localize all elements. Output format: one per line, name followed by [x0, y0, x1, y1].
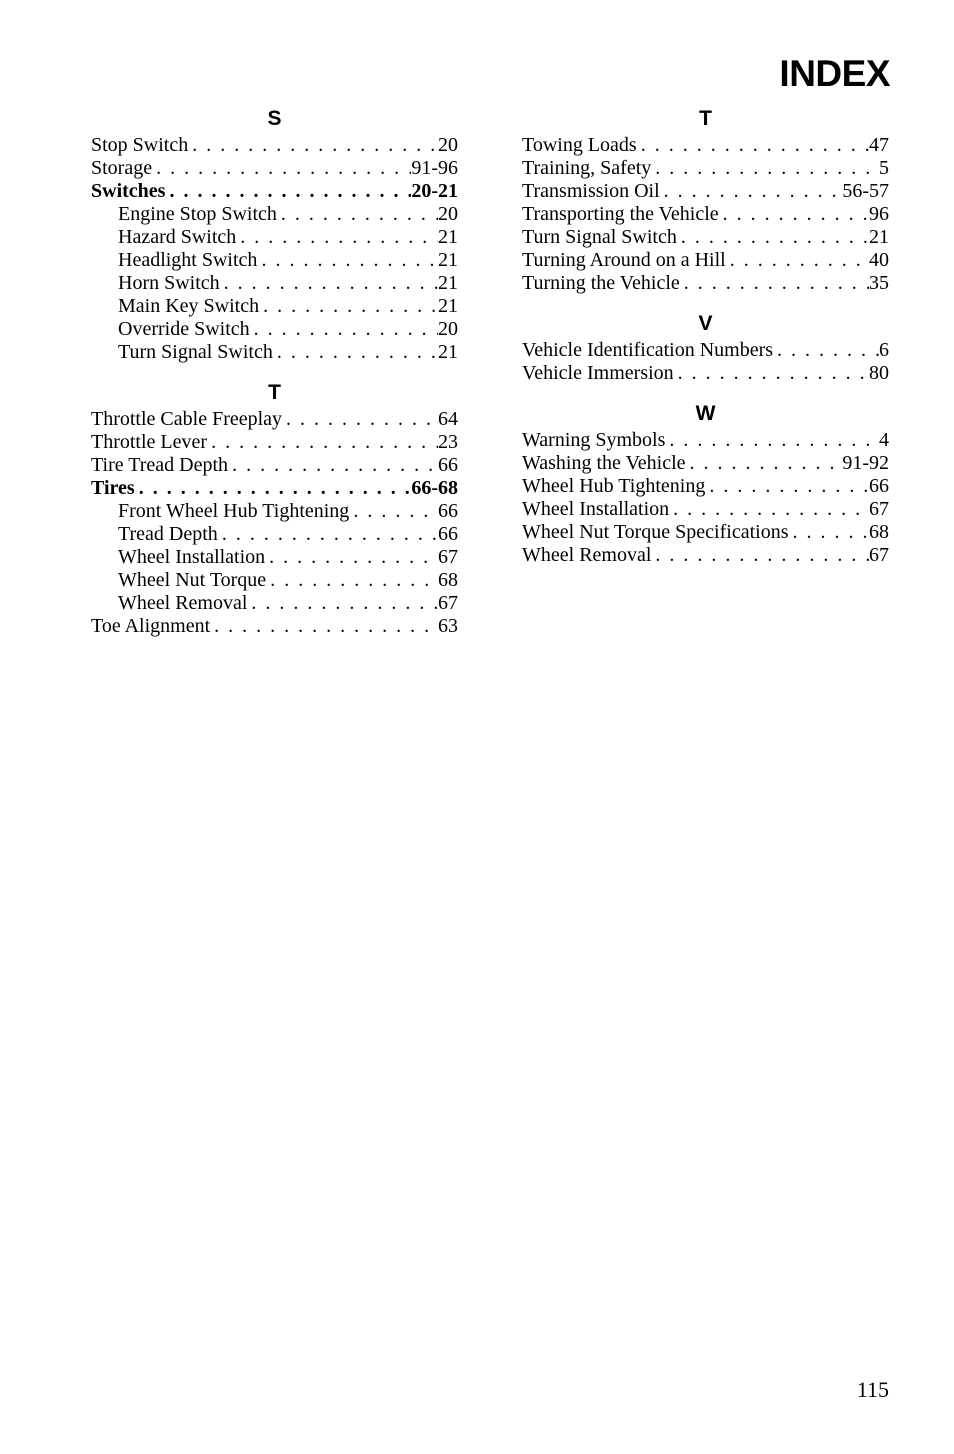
entry-label: Front Wheel Hub Tightening [118, 500, 350, 522]
entry-label: Main Key Switch [118, 295, 260, 317]
entry-page: 35 [869, 272, 889, 294]
entry-page: 66 [438, 500, 458, 522]
index-entry [91, 431, 458, 454]
index-entry [91, 180, 458, 203]
entry-label: Tread Depth [118, 523, 218, 545]
dot-leader [651, 544, 869, 567]
dot-leader [651, 157, 879, 180]
dot-leader [273, 341, 438, 364]
entry-page: 20-21 [411, 180, 458, 202]
index-entry [522, 249, 889, 272]
dot-leader [349, 500, 438, 523]
index-subentry [91, 500, 458, 523]
entry-page: 6 [879, 339, 889, 361]
dot-leader [660, 180, 843, 203]
dot-leader [265, 546, 438, 569]
index-entry [91, 157, 458, 180]
entry-label: Turn Signal Switch [118, 341, 273, 363]
index-subentry [91, 226, 458, 249]
dot-leader [680, 272, 869, 295]
index-subentry [91, 318, 458, 341]
entry-label: Wheel Installation [522, 498, 670, 520]
index-section [522, 134, 889, 295]
dot-leader [266, 569, 438, 592]
index-entry [91, 477, 458, 500]
entry-page: 66 [438, 454, 458, 476]
dot-leader [637, 134, 869, 157]
index-entry [522, 521, 889, 544]
dot-leader [135, 477, 412, 500]
index-entry [522, 134, 889, 157]
index-subentry [91, 592, 458, 615]
entry-page: 20 [438, 134, 458, 156]
index-section [522, 339, 889, 385]
entry-label: Wheel Nut Torque Specifications [522, 521, 789, 543]
index-entry [522, 498, 889, 521]
entry-label: Wheel Hub Tightening [522, 475, 706, 497]
entry-page: 67 [869, 498, 889, 520]
entry-page: 21 [438, 272, 458, 294]
dot-leader [705, 475, 869, 498]
entry-page: 21 [438, 249, 458, 271]
entry-page: 63 [438, 615, 458, 637]
entry-label: Warning Symbols [522, 429, 666, 451]
dot-leader [207, 431, 438, 454]
index-subentry [91, 272, 458, 295]
dot-leader [773, 339, 879, 362]
dot-leader [247, 592, 438, 615]
entry-page: 5 [879, 157, 889, 179]
entry-label: Turn Signal Switch [522, 226, 677, 248]
entry-page: 96 [869, 203, 889, 225]
index-entry [91, 615, 458, 638]
index-subentry [91, 203, 458, 226]
index-entry [522, 362, 889, 385]
entry-label: Toe Alignment [91, 615, 211, 637]
dot-leader [686, 452, 843, 475]
dot-leader [788, 521, 869, 544]
entry-page: 64 [438, 408, 458, 430]
entry-label: Washing the Vehicle [522, 452, 686, 474]
dot-leader [257, 249, 438, 272]
index-section [91, 134, 458, 364]
entry-label: Throttle Lever [91, 431, 208, 453]
entry-page: 56-57 [842, 180, 889, 202]
entry-label: Headlight Switch [118, 249, 258, 271]
section-letter: T [699, 107, 712, 130]
page-number: 115 [856, 1377, 889, 1402]
section-letter: V [698, 312, 713, 335]
entry-label: Wheel Installation [118, 546, 266, 568]
dot-leader [236, 226, 438, 249]
entry-page: 80 [869, 362, 889, 384]
dot-leader [677, 226, 869, 249]
entry-label: Turning the Vehicle [522, 272, 680, 294]
entry-label: Storage [91, 157, 153, 179]
section-letter: W [695, 402, 716, 425]
index-subentry [91, 546, 458, 569]
dot-leader [218, 523, 438, 546]
entry-page: 47 [869, 134, 889, 156]
entry-page: 21 [438, 226, 458, 248]
entry-page: 21 [438, 341, 458, 363]
index-entry [522, 157, 889, 180]
entry-page: 66 [438, 523, 458, 545]
entry-label: Wheel Removal [118, 592, 248, 614]
entry-page: 21 [869, 226, 889, 248]
index-section [522, 429, 889, 567]
entry-page: 67 [438, 592, 458, 614]
entry-page: 91-92 [842, 452, 889, 474]
entry-page: 20 [438, 203, 458, 225]
dot-leader [726, 249, 869, 272]
entry-label: Override Switch [118, 318, 250, 340]
entry-label: Turning Around on a Hill [522, 249, 726, 271]
section-letter: T [268, 381, 281, 404]
entry-label: Tires [91, 477, 135, 499]
index-subentry [91, 341, 458, 364]
entry-page: 66-68 [411, 477, 458, 499]
dot-leader [210, 615, 438, 638]
entry-label: Stop Switch [91, 134, 189, 156]
index-entry [522, 203, 889, 226]
index-entry [522, 544, 889, 567]
entry-label: Engine Stop Switch [118, 203, 277, 225]
entry-page: 91-96 [411, 157, 458, 179]
entry-label: Transporting the Vehicle [522, 203, 719, 225]
dot-leader [250, 318, 438, 341]
index-entry [522, 272, 889, 295]
index-subentry [91, 249, 458, 272]
dot-leader [152, 157, 411, 180]
entry-label: Towing Loads [522, 134, 637, 156]
dot-leader [228, 454, 438, 477]
index-entry [91, 134, 458, 157]
index-entry [91, 408, 458, 431]
dot-leader [282, 408, 438, 431]
entry-label: Tire Tread Depth [91, 454, 229, 476]
entry-page: 68 [869, 521, 889, 543]
entry-label: Wheel Removal [522, 544, 652, 566]
section-letter: S [267, 107, 282, 130]
dot-leader [165, 180, 411, 203]
dot-leader [669, 498, 869, 521]
entry-label: Vehicle Immersion [522, 362, 674, 384]
index-column-left [91, 104, 458, 652]
index-entry [522, 475, 889, 498]
entry-page: 40 [869, 249, 889, 271]
entry-page: 67 [869, 544, 889, 566]
index-entry [91, 454, 458, 477]
entry-label: Throttle Cable Freeplay [91, 408, 283, 430]
entry-label: Wheel Nut Torque [118, 569, 267, 591]
entry-page: 4 [879, 429, 889, 451]
index-subentry [91, 295, 458, 318]
entry-page: 66 [869, 475, 889, 497]
entry-page: 67 [438, 546, 458, 568]
entry-label: Transmission Oil [522, 180, 660, 202]
entry-label: Switches [91, 180, 166, 202]
entry-label: Hazard Switch [118, 226, 237, 248]
entry-label: Training, Safety [522, 157, 652, 179]
page-title: INDEX [779, 53, 890, 94]
entry-page: 68 [438, 569, 458, 591]
entry-page: 20 [438, 318, 458, 340]
index-entry [522, 226, 889, 249]
dot-leader [277, 203, 438, 226]
index-entry [522, 339, 889, 362]
entry-page: 21 [438, 295, 458, 317]
dot-leader [665, 429, 879, 452]
dot-leader [259, 295, 438, 318]
index-subentry [91, 569, 458, 592]
dot-leader [188, 134, 438, 157]
dot-leader [220, 272, 438, 295]
index-column-right [522, 104, 889, 581]
dot-leader [674, 362, 869, 385]
dot-leader [719, 203, 869, 226]
index-entry [522, 429, 889, 452]
entry-label: Vehicle Identification Numbers [522, 339, 774, 361]
index-subentry [91, 523, 458, 546]
index-entry [522, 452, 889, 475]
index-entry [522, 180, 889, 203]
entry-label: Horn Switch [118, 272, 220, 294]
index-section [91, 408, 458, 638]
entry-page: 23 [438, 431, 458, 453]
